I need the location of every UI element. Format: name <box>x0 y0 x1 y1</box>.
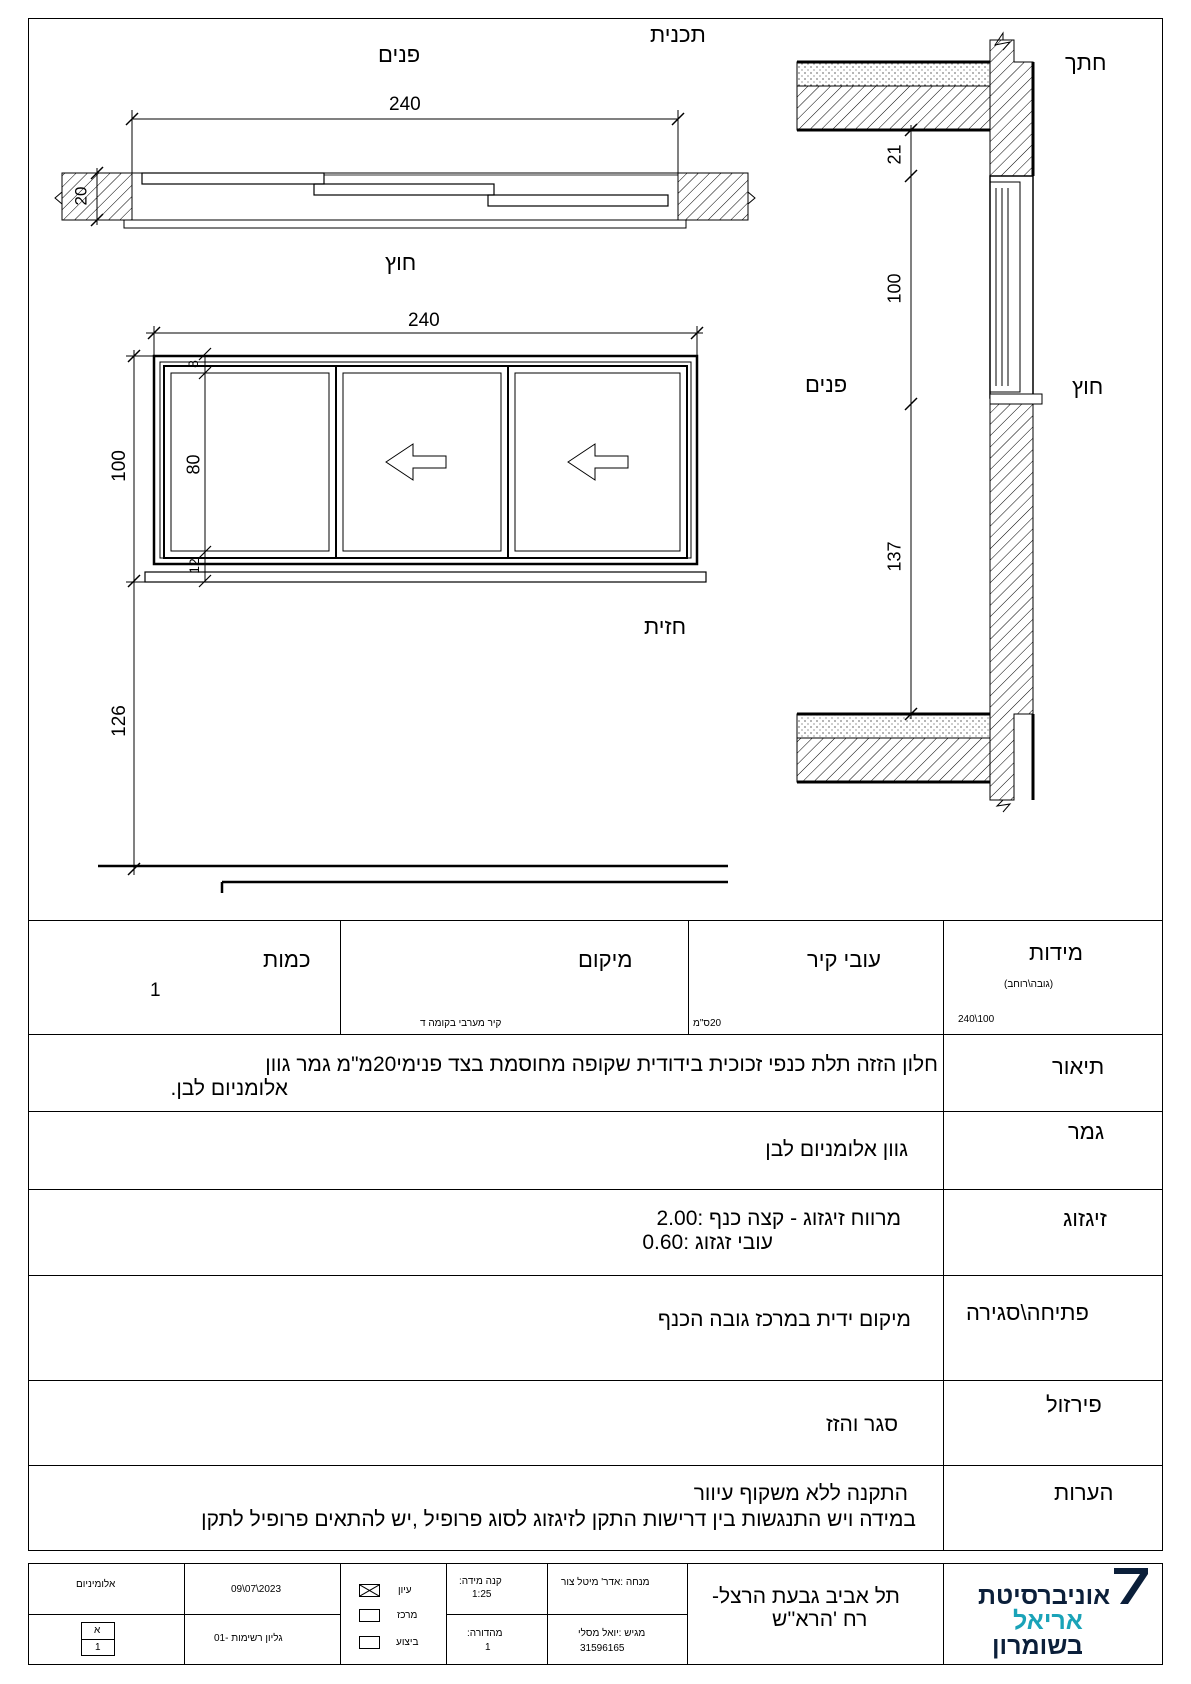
status-center-checkbox[interactable] <box>359 1609 380 1622</box>
elevation-top-dimension: 8 <box>184 360 201 368</box>
plan-view <box>55 110 755 228</box>
mentor: מנחה :אדר' מיטל צור <box>561 1577 650 1588</box>
quantity-value: 1 <box>150 980 161 1001</box>
submitter: מגיש :יואל מסלי <box>578 1628 646 1639</box>
revision-value: 1 <box>485 1642 491 1653</box>
section-bottom-dimension: 137 <box>884 541 905 572</box>
logo-line-3: בשומרון <box>992 1632 1083 1660</box>
status-execution-label: ביצוע <box>396 1637 419 1648</box>
notes-label: הערות <box>1054 1480 1114 1505</box>
project-line-1: תל אביב גבעת הרצל- <box>712 1585 900 1608</box>
dimensions-sub: (גובה\רוחב) <box>1004 979 1054 990</box>
plan-inside-label: פנים <box>378 42 421 67</box>
section-top-dimension: 21 <box>884 144 905 165</box>
glazing-line-1: מרווח זיגזוג - קצה כנף :2.00 <box>656 1207 901 1230</box>
scale-label: קנה מידה: <box>459 1576 502 1587</box>
status-review-label: עיון <box>398 1585 412 1596</box>
sill-height-dimension: 126 <box>108 705 130 737</box>
elevation-bottom-dimension: 12 <box>185 558 202 574</box>
sheet-number-box <box>81 1622 115 1656</box>
wall-value: 20ס"מ <box>693 1018 722 1029</box>
section-view <box>797 33 1042 812</box>
location-value: קיר מערבי בקומה ד <box>420 1018 502 1029</box>
finish-label: גמר <box>1068 1119 1105 1144</box>
description-line-2: אלומניום לבן. <box>170 1077 288 1100</box>
sheet-number: 1 <box>95 1642 101 1653</box>
wall-label: עובי קיר <box>807 947 881 972</box>
elevation-inner-dimension: 80 <box>183 454 204 475</box>
glazing-line-2: עובי זגזוג :0.60 <box>642 1231 773 1254</box>
section-outside-label: חוץ <box>1072 374 1104 399</box>
elevation-width-dimension: 240 <box>408 310 440 331</box>
sheet-name: גליון רשימות -01 <box>214 1633 283 1644</box>
glazing-label: זיגזוג <box>1063 1206 1107 1231</box>
description-label: תיאור <box>1052 1054 1105 1079</box>
section-title: חתך <box>1065 50 1107 75</box>
plan-width-dimension: 240 <box>389 94 421 115</box>
plan-title: תכנית <box>650 22 706 47</box>
scale-value: 1:25 <box>472 1589 492 1600</box>
opening-label: פתיחה\סגירה <box>966 1300 1089 1325</box>
finish-value: גוון אלומניום לבן <box>765 1138 908 1161</box>
university-logo-mark <box>1110 1564 1152 1606</box>
quantity-label: כמות <box>263 947 311 972</box>
hardware-value: סגר והזז <box>825 1413 898 1436</box>
elevation-view <box>98 326 728 893</box>
section-inside-label: פנים <box>805 372 848 397</box>
elevation-title: חזית <box>644 614 687 639</box>
dimensions-value: 240\100 <box>958 1014 995 1025</box>
description-line-1: חלון הזזה תלת כנפי זכוכית בידודית שקופה מחוסמת בצד פנימי20מ"מ גמר גוון <box>265 1053 938 1076</box>
status-center-label: מרכז <box>397 1610 418 1621</box>
hardware-label: פירזול <box>1046 1392 1102 1417</box>
notes-line-1: התקנה ללא משקוף עיוור <box>693 1482 908 1505</box>
opening-value: מיקום ידית במרכז גובה הכנף <box>657 1308 911 1331</box>
submitter-id: 31596165 <box>580 1643 625 1654</box>
elevation-height-dimension: 100 <box>108 450 130 482</box>
location-label: מיקום <box>578 947 633 972</box>
status-review-checkbox[interactable] <box>359 1584 380 1597</box>
section-window-dimension: 100 <box>884 273 905 304</box>
revision-label: מהדורה: <box>467 1628 503 1639</box>
date: 09\07\2023 <box>231 1584 282 1595</box>
material: אלומיניום <box>76 1579 116 1590</box>
project-line-2: רח 'הרא''ש <box>772 1608 868 1631</box>
dimensions-label: מידות <box>1029 940 1083 965</box>
logo-line-1: אוניברסיטת <box>978 1582 1111 1610</box>
plan-outside-label: חוץ <box>385 250 417 275</box>
logo-line-2: אריאל <box>1013 1607 1083 1635</box>
plan-wall-dimension: 20 <box>71 186 91 206</box>
sheet-letter: א <box>94 1625 101 1636</box>
status-execution-checkbox[interactable] <box>359 1636 380 1649</box>
notes-line-2: במידה ויש התנגשות בין דרישות התקן לזיגזוג לסוג פרופיל ,יש להתאים פרופיל לתקן <box>201 1508 916 1531</box>
